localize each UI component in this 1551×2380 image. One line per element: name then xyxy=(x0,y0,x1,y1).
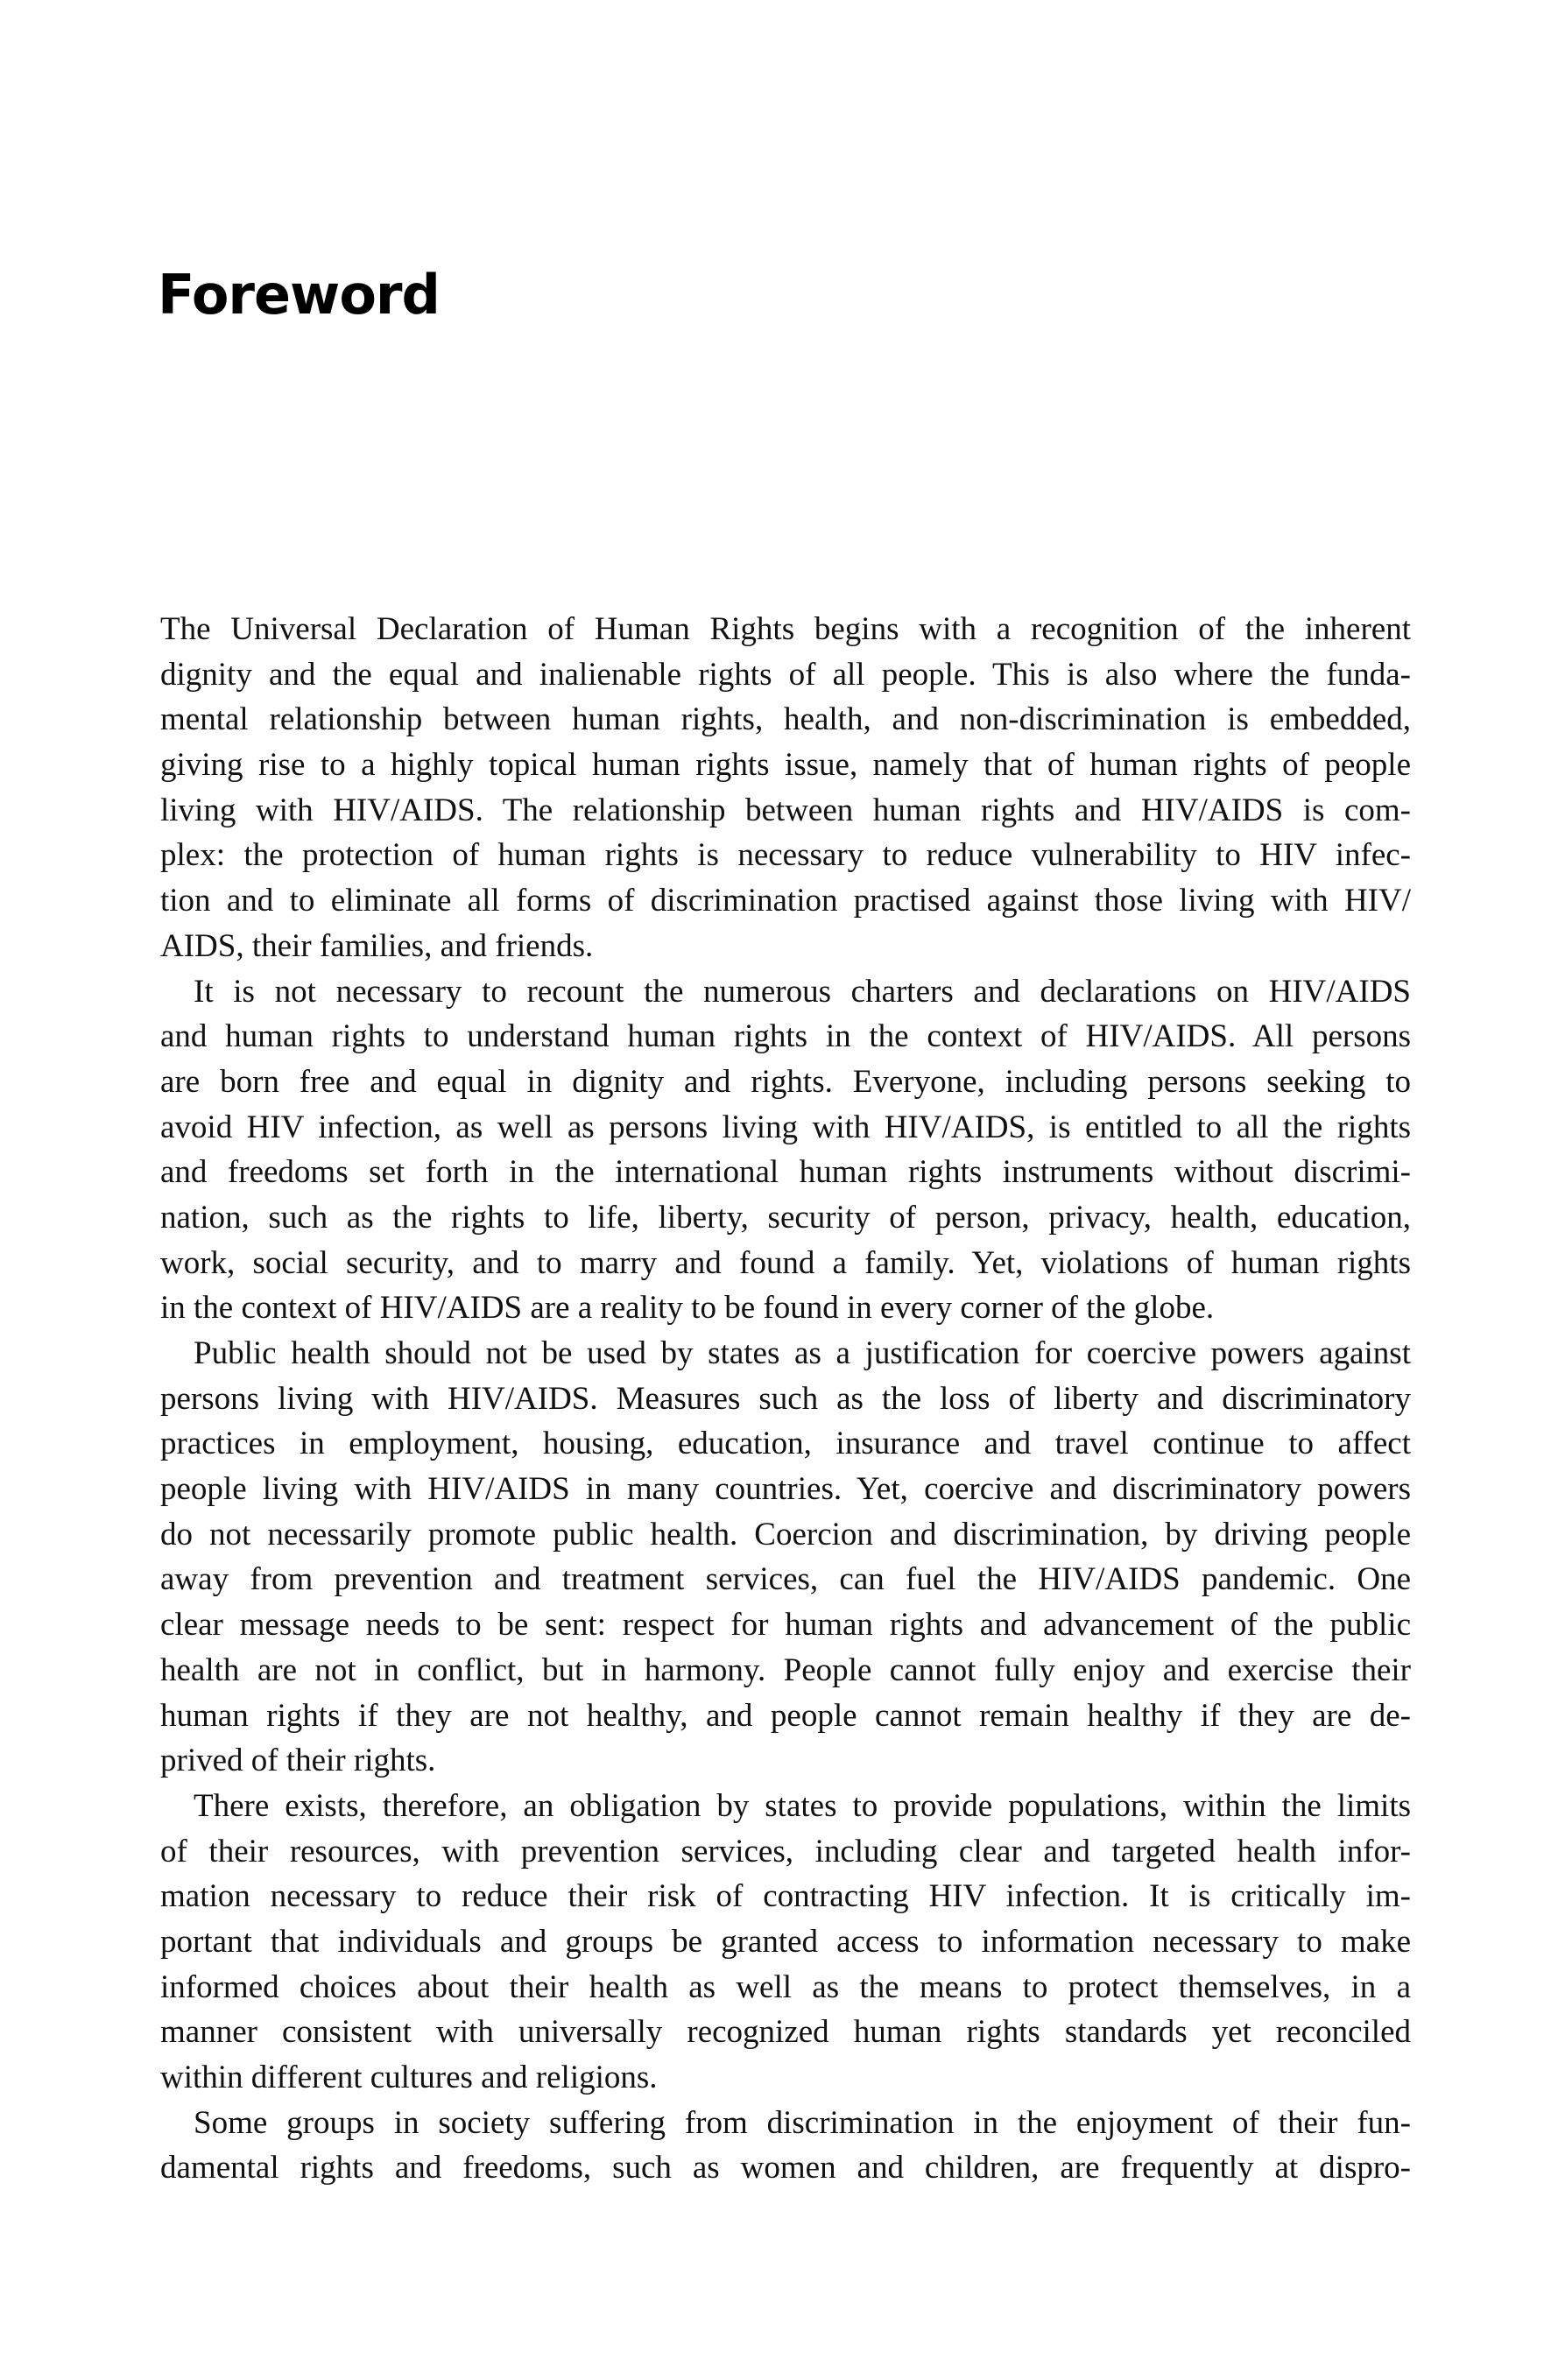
text-line: prived of their rights. xyxy=(160,1743,436,1779)
page-title: Foreword xyxy=(158,263,440,327)
text-line: dignity and the equal and inalienable rights of all people. This is also where the funda- xyxy=(160,656,1411,693)
text-line: giving rise to a highly topical human rights issue, namely that of human rights of people xyxy=(160,747,1411,784)
text-line: It is not necessary to recount the numerous charters and declarations on HIV/AIDS xyxy=(194,973,1411,1010)
text-line: informed choices about their health as well as the means to protect themselves, in a xyxy=(160,1968,1411,2005)
text-line: work, social security, and to marry and found a family. Yet, violations of human rights xyxy=(160,1244,1411,1281)
text-line: Public health should not be used by states as a justification for coercive powers against xyxy=(194,1335,1411,1371)
text-line: nation, such as the rights to life, liberty, security of person, privacy, health, education, xyxy=(160,1199,1411,1236)
text-line: There exists, therefore, an obligation by states to provide populations, within the limits xyxy=(194,1787,1411,1824)
text-line: clear message needs to be sent: respect for human rights and advancement of the public xyxy=(160,1607,1411,1644)
text-line: and freedoms set forth in the international human rights instruments without discrimi- xyxy=(160,1154,1411,1191)
text-line: The Universal Declaration of Human Rights begins with a recognition of the inherent xyxy=(160,611,1411,647)
text-line: and human rights to understand human rights in the context of HIV/AIDS. All persons xyxy=(160,1018,1411,1055)
text-line: damental rights and freedoms, such as women and children, are frequently at dispro- xyxy=(160,2150,1411,2186)
text-line: tion and to eliminate all forms of discrimination practised against those living with HIV/ xyxy=(160,883,1411,919)
text-line: within different cultures and religions. xyxy=(160,2060,658,2095)
text-line: mental relationship between human rights, health, and non-discrimination is embedded, xyxy=(160,701,1411,738)
text-line: AIDS, their families, and friends. xyxy=(160,927,594,964)
text-line: persons living with HIV/AIDS. Measures such as the loss of liberty and discriminatory xyxy=(160,1380,1411,1417)
text-line: of their resources, with prevention services, including clear and targeted health infor- xyxy=(160,1833,1411,1869)
text-line: portant that individuals and groups be granted access to information necessary to make xyxy=(160,1923,1411,1960)
text-line: in the context of HIV/AIDS are a reality to be found in every corner of the globe. xyxy=(160,1290,1215,1327)
text-line: avoid HIV infection, as well as persons living with HIV/AIDS, is entitled to all the rights xyxy=(160,1109,1411,1145)
text-line: human rights if they are not healthy, and people cannot remain healthy if they are de- xyxy=(160,1697,1411,1734)
text-line: health are not in conflict, but in harmony. People cannot fully enjoy and exercise their xyxy=(160,1651,1411,1688)
text-line: Some groups in society suffering from discrimination in the enjoyment of their fun- xyxy=(194,2104,1411,2141)
text-line: plex: the protection of human rights is necessary to reduce vulnerability to HIV infec- xyxy=(160,837,1411,874)
text-line: do not necessarily promote public health. Coercion and discrimination, by driving people xyxy=(160,1516,1411,1553)
foreword-body xyxy=(160,607,1411,2191)
text-line: people living with HIV/AIDS in many countries. Yet, coercive and discriminatory powers xyxy=(160,1471,1411,1508)
text-line: mation necessary to reduce their risk of contracting HIV infection. It is critically im- xyxy=(160,1878,1411,1915)
text-line: away from prevention and treatment services, can fuel the HIV/AIDS pandemic. One xyxy=(160,1561,1411,1598)
text-line: living with HIV/AIDS. The relationship between human rights and HIV/AIDS is com- xyxy=(160,792,1411,828)
text-line: are born free and equal in dignity and rights. Everyone, including persons seeking to xyxy=(160,1063,1411,1100)
text-line: practices in employment, housing, education, insurance and travel continue to affect xyxy=(160,1426,1411,1462)
text-line: manner consistent with universally recognized human rights standards yet reconciled xyxy=(160,2014,1411,2051)
